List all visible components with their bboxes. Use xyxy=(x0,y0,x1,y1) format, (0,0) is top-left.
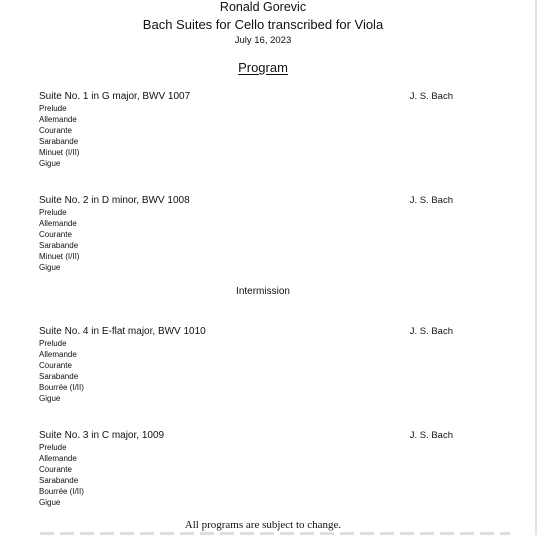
movement-item: Gigue xyxy=(39,263,61,272)
movement-item: Sarabande xyxy=(39,476,79,485)
composer-name: J. S. Bach xyxy=(409,91,453,102)
movement-item: Prelude xyxy=(39,339,67,348)
movement-item: Courante xyxy=(39,465,72,474)
movement-item: Prelude xyxy=(39,104,67,113)
movement-item: Courante xyxy=(39,361,72,370)
suite-title: Suite No. 4 in E-flat major, BWV 1010 xyxy=(39,326,206,337)
composer-name: J. S. Bach xyxy=(409,430,453,441)
movement-item: Bourrée (I/II) xyxy=(39,487,84,496)
movement-list xyxy=(39,442,479,508)
movement-list xyxy=(39,338,479,404)
concert-title: Bach Suites for Cello transcribed for Viola xyxy=(142,17,384,32)
movement-item: Sarabande xyxy=(39,241,79,250)
movement-item: Gigue xyxy=(39,394,61,403)
movement-item: Courante xyxy=(39,230,72,239)
performer-name: Ronald Gorevic xyxy=(219,0,307,14)
movement-list xyxy=(39,103,479,169)
suite-block xyxy=(39,194,479,273)
movement-item: Prelude xyxy=(39,443,67,452)
suite-block xyxy=(39,90,479,169)
suite-block xyxy=(39,429,479,508)
movement-item: Allemande xyxy=(39,115,77,124)
movement-item: Sarabande xyxy=(39,137,79,146)
movement-list xyxy=(39,207,479,273)
intermission-label: Intermission xyxy=(236,286,290,297)
movement-item: Gigue xyxy=(39,498,61,507)
movement-item: Allemande xyxy=(39,219,77,228)
program-heading: Program xyxy=(238,60,288,75)
movement-item: Minuet (I/II) xyxy=(39,148,80,157)
movement-item: Prelude xyxy=(39,208,67,217)
movement-item: Bourrée (I/II) xyxy=(39,383,84,392)
program-change-notice: All programs are subject to change. xyxy=(184,519,342,531)
concert-date: July 16, 2023 xyxy=(234,35,292,46)
composer-name: J. S. Bach xyxy=(409,326,453,337)
movement-item: Allemande xyxy=(39,454,77,463)
movement-item: Allemande xyxy=(39,350,77,359)
movement-item: Courante xyxy=(39,126,72,135)
movement-item: Sarabande xyxy=(39,372,79,381)
composer-name: J. S. Bach xyxy=(409,195,453,206)
suite-block xyxy=(39,325,479,404)
suite-title: Suite No. 1 in G major, BWV 1007 xyxy=(39,91,191,102)
suite-title: Suite No. 3 in C major, 1009 xyxy=(39,430,165,441)
movement-item: Minuet (I/II) xyxy=(39,252,80,261)
movement-item: Gigue xyxy=(39,159,61,168)
suite-title: Suite No. 2 in D minor, BWV 1008 xyxy=(39,195,190,206)
